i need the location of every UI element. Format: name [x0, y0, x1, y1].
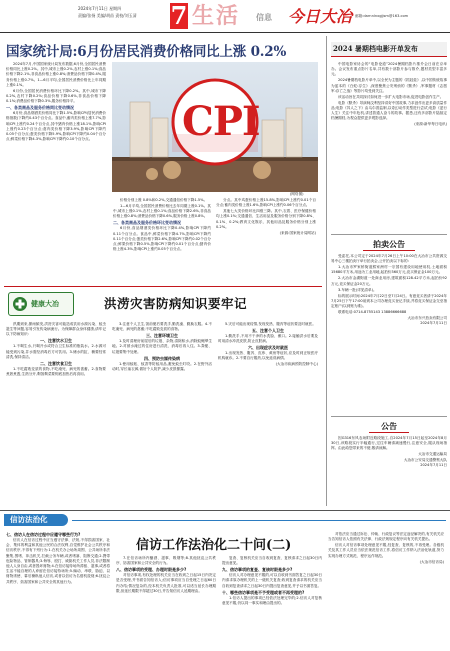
- disaster-col-2: [112, 322, 212, 373]
- paper-logo: 今日大冶: [288, 7, 353, 26]
- cpi-col-2: [113, 198, 211, 253]
- cpi-para: 6月份,食品烟酒类价格环比下降0.4%,影响CPI下降约0.11个百分点。食品中,鲜菜价格下降4.7%,影响CPI下降约0.11个百分点;蛋类价格下降2.6%,影响CPI下降约0.02个百分点;鲜果价格下降0.5%,影响CPI下降约0.01个百分点;猪肉价格上涨4.3%,影响CPI上涨约0.05个百分点。: [113, 226, 211, 252]
- movie-title: 2024 暑期档电影开单发布: [333, 44, 418, 53]
- law-tag: [4, 514, 68, 526]
- movie-para: 电影《默杀》导演柯汶利坚持讲好中国故事,力求创作出更多高质量作品;电影《异人之下》由乌尔善监制,以奇幻动作类型进行尝试;电影《逆行人生》关注中年危机,讲述普通人奋斗的故事。据悉,还有多部影片陆续定档暑期档,为观众提供更多观影选择。: [331, 100, 447, 121]
- cpi-para: 6月份,食品烟酒类价格同比下降1.5%,影响CPI(居民消费价格指数)下降约0.43个百分点。食品中,畜肉类价格上涨7.7%,影响CPI上涨约0.24个百分点,其中猪肉价格上涨18.1%,影响CPI上涨约0.23个百分点;禽肉类价格下降3.9%,影响CPI下降约0.05个百分点;蛋类价格下降5.9%,影响CPI下降约0.04个百分点;鲜菜价格下降4.3%,影响CPI下降约0.10个百分点。: [6, 111, 106, 142]
- disaster-para: 1.出现发热、腹泻、皮疹、黄疸等症状,应及时到正规医疗机构就诊。2.不要自行服药,以免延误病情。: [218, 351, 318, 361]
- disaster-subhead: 五、注意个人卫生: [252, 328, 284, 333]
- cpi-para: 6月份,全国居民消费价格环比下降0.2%。其中,城市下降0.2%,农村下降0.2%;食品价格下降0.6%,非食品价格下降0.1%;消费品价格下降0.3%,服务价格持平。: [6, 88, 106, 104]
- law-para: 对依法应当通过诉讼、仲裁、行政复议等法定途径解决的,有关机关应当告知信访人依照有关法律、行政法规规定程序向有关机关提出。: [328, 532, 444, 542]
- cpi-image-credit: (网络图): [290, 192, 304, 196]
- disaster-subhead: 四、预防虫媒传染病: [144, 355, 180, 361]
- disaster-para: 3.注意个人卫生,饭前便后要洗手,勤洗澡、勤换衣服。4.不吃淹死、病死的禽畜;不吃腐败变质的食物。: [112, 322, 212, 332]
- law-col-4: [328, 532, 444, 565]
- law-question: 十、哪些信访事项是不予受理或者不再受理的?: [222, 589, 305, 595]
- notice-org-2: 大冶市公安局交通警察大队: [403, 457, 447, 462]
- law-para: 信访人在信访过程中应当遵守法律、法规,不得损害国家、社会、集体的利益和其他公民的合法权利,自觉维护社会公共秩序和信访秩序,不得有下列行为:1.在机关办公场所周围、公共场所非法聚集,围堵、冲击机关,拦截公务车辆,或者堵塞、阻断交通;2.携带危险物品、管制器具;3.侮辱、殴打、威胁机关工作人员,非法限制他人人身自由,或者毁坏财物;4.在信访接待场所滞留、滋事,或者将生活不能自理的人弃留在信访接待场所;5.煽动、串联、胁迫、以财物诱使、幕后操纵他人信访,或者以信访为名借机敛财;6.扰乱公共秩序、妨害国家和公共安全的其他行为。: [6, 538, 110, 584]
- auction-para: 受委托,本公司定于2024年7月26日上午10:00在大冶市公共资源交易中心三楼拍卖厅举行拍卖会,公开拍卖以下标的:: [331, 254, 447, 264]
- notice-body: [331, 436, 447, 468]
- disaster-para: 1.使用蚊帐、蚊香等防蚊用品,避免蚊虫叮咬。2.在野外活动时,穿长袖衣裤,做好个人防护,减少皮肤暴露。: [112, 361, 212, 371]
- disaster-col-1: [6, 322, 106, 378]
- disaster-col-3: [218, 322, 318, 368]
- auction-title: 拍卖公告: [363, 239, 415, 251]
- law-top-rule: [0, 510, 450, 511]
- right-column: [326, 36, 447, 506]
- law-title: 信访工作法治化二十问(二): [136, 538, 292, 553]
- cpi-subhead: 二、各类商品及服务价格环比变动情况: [113, 220, 181, 226]
- disaster-para: 1.不喝生水,只喝开水或符合卫生标准的瓶装水。2.水源可能受到污染,井水需经消毒后方可饮用。3.储水的缸、桶要经常清洗,保持清洁。: [6, 344, 106, 359]
- cpi-subhead: 一、各类商品及服务价格同比变动情况: [6, 105, 74, 111]
- disaster-para: 5.灾后可能出现疫情,发现发热、腹泻等症状要及时就医。: [225, 322, 316, 326]
- masthead-rule: [0, 32, 450, 33]
- cpi-para: 2024年7月,中国国家统计局发布数据,6月份,全国居民消费价格同比上涨0.2%。其中,城市上涨0.2%,农村上涨0.1%;食品价格下降2.1%,非食品价格上涨0.8%;消费品价格下降0.4%,服务价格上涨0.7%。1—6月平均,全国居民消费价格比上年同期上涨0.1%。: [6, 62, 106, 87]
- auction-para: 联系电话:0714-8755143 13886666688: [338, 310, 407, 315]
- law-para: 1.信访人提出的事项已经依法处理完毕的;2.信访人对复核意见不服,仍以同一事实和理由提出的。: [222, 595, 322, 605]
- auction-para: 1.大冶市罗家桥街道熊家洲村一宗国有建设用地使用权,土地面积15680平方米,用途为工业用地,起拍价360万元,竞买保证金100万元。: [331, 265, 447, 275]
- cpi-para: 1—6月平均,全国居民消费价格比去年同期上涨0.1%。其中,城市上涨0.1%,农村上涨0.1%;食品价格下降2.6%,非食品价格上涨0.8%;消费品价格下降0.6%,服务价格上涨0.8%。: [113, 204, 211, 219]
- disaster-subhead: 六、出现症状及时就医: [248, 345, 288, 351]
- cpi-source: (来源:国家统计局网站): [279, 230, 316, 235]
- cpi-para: 价格分别上涨 0.8%和0.2%,交通通信价格下降1.5%。: [120, 198, 208, 202]
- disaster-subhead: 一、注意饮水卫生: [40, 338, 72, 344]
- movie-body: [331, 62, 447, 128]
- disaster-para: 1.及时清理房前屋后的垃圾、杂物,清除积水,消除蚊蝇孳生地。2.对被水淹过的住房进行清洗、消毒后再入住。3.粪便、垃圾要集中处理。: [112, 339, 212, 354]
- masthead-editors: 责编/张扬 美编/胡苗 责校/刘玉清: [78, 13, 137, 18]
- disaster-subhead: 二、注意饮食卫生: [40, 360, 72, 366]
- movie-title-bar: [331, 42, 447, 57]
- disaster-title: 洪涝灾害防病知识要牢记: [104, 296, 248, 311]
- law-para: 7.在信访场所内酗酒、滋事、吸烟等;8.其他扰乱公共秩序、妨害国家和公共安全的行为。: [116, 556, 216, 566]
- masthead-date: 2024年7月11日 星期四: [78, 6, 122, 11]
- notice-org-1: 大冶市交通运输局: [418, 452, 447, 457]
- notice-date: 2024年7月11日: [420, 462, 447, 467]
- cpi-para: 其他七大类价格环比四涨三降。其中,衣着、医疗保健价格均上涨0.1%;交通通信、生活用品及服务价格分别下降0.8%、0.1%、0.2%;教育文化娱乐、其他用品及服务价格分别上涨0.2%。: [216, 209, 316, 229]
- page-number: 7: [170, 1, 188, 30]
- disaster-subhead: 三、注意环境卫生: [146, 333, 178, 339]
- movie-para: 中国电影家协会的“电影论道”2024暑期档影片推介会日前在京举办。会议发布重点影片名单,共有数十部影片参与推介,题材类型丰富多元。: [331, 62, 447, 77]
- law-col-2: [116, 556, 216, 595]
- notice-para: 因G316东风农场附近路段施工,自2024年7月15日起至2024年8月30日,该路段实行半幅通行,过往车辆请减速慢行,注意安全,服从现场指挥。由此给您带来的不便,敬请谅解。: [331, 436, 447, 451]
- disaster-source: (大冶市疾病预防控制中心): [275, 362, 318, 367]
- cpi-col-3: [216, 198, 316, 236]
- disaster-para: 1.勤洗手,不用不干净的水洗脸、漱口。2.接触洪水后要及时用清水冲洗皮肤,防止皮肤病。: [218, 334, 318, 344]
- law-col-1: [6, 532, 110, 586]
- auction-section: [331, 234, 447, 326]
- disaster-top-rule: [4, 286, 322, 287]
- auction-company: 大冶市东兴拍卖有限公司: [407, 316, 447, 321]
- auction-date: 2024年7月11日: [420, 321, 447, 326]
- cpi-headline: 国家统计局:6月份居民消费价格同比上涨 0.2%: [6, 44, 287, 60]
- movie-para: 该活动旨在共同探讨如何进一步扩大电影市场,促进电影创作生产。: [338, 94, 444, 99]
- masthead: [0, 0, 450, 38]
- cpi-image-label: CPI: [182, 98, 260, 145]
- movie-para: 2024暑期档电影片单中,以全民为主题的《抓娃娃》,以中国传统故事为蓝本的《白蛇:浮生》,深度聚焦公安刑侦的《默杀》,军事题材《志愿军:存亡之战》等影片均受到关注。: [331, 78, 447, 93]
- law-col-3: [222, 556, 322, 607]
- law-tag-text: 信访法治化: [10, 515, 48, 524]
- law-question: 八、信访事项的受理、办理时限是多少?: [116, 567, 187, 573]
- law-para: 复查、复核机关应当自收到复查、复核请求之日起30日内提出意见。: [222, 556, 322, 566]
- auction-para: 2.大冶市金湖街道一处商业用房,建筑面积128.42平方米,起拍价92万元,竞买保证金20万元。: [331, 276, 447, 286]
- cpi-col-1: [6, 62, 106, 143]
- auction-para: 3.车辆一批(详见清单)。: [338, 287, 377, 292]
- law-para: 对信访事项,有权处理的机关应当在收到之日起15日内决定是否受理,并书面告知信访人;信访事项应当自受理之日起60日内办结;情况复杂的,经本机关负责人批准,可以适当延长办理期限,但延长期限不得超过30日,并告知信访人延期理由。: [116, 573, 216, 593]
- auction-body: [331, 254, 447, 326]
- disaster-logo: [8, 292, 74, 316]
- movie-source: (来源:新华每日电讯): [414, 122, 447, 127]
- section-subtitle: 信息: [256, 12, 272, 22]
- law-title-rule: [72, 520, 446, 521]
- law-question: 七、信访人在信访过程中应遵守哪些行为?: [6, 532, 81, 537]
- law-source: (大冶市信访局): [419, 559, 444, 564]
- section-title: 生活: [192, 3, 241, 29]
- health-logo-icon: [12, 296, 28, 312]
- disaster-para: 1.不吃腐败变质的食物,不吃淹死、病死的禽畜。2.食物要煮熟煮透,生熟分开,剩饭剩菜要彻底加热后再食用。: [6, 366, 106, 377]
- masthead-email: 邮箱:darnnlnxgjjsm@163.com: [355, 14, 409, 18]
- cpi-image: [112, 62, 318, 192]
- law-para: 信访人对信访事项处理意见不服,经复查、复核的,不再受理。各级机关及其工作人员应当依法规范信访工作,将信访工作纳入法治化轨道,努力实现办理方式规范、程序运作规范。: [328, 543, 444, 558]
- disaster-para: 汛期到来,暴雨频发,洪涝灾害可能造成饮用水源污染、蚊虫滋生等问题,容易引发传染病流行。为保障群众身体健康,请牢记以下防病知识:: [6, 322, 106, 337]
- disaster-logo-text: 健康大冶: [31, 300, 59, 308]
- cpi-para: 分点。其中鸡蛋价格上涨15.8%,影响CPI上涨约0.01个百分点;畜肉类价格上涨1.6%,影响CPI上涨约0.06个百分点。: [216, 198, 316, 208]
- auction-para: 标的展示时间:2024年7月22日至7月24日。有意竞买者请于2024年7月25日下午17:00前到本公司办理竞买登记手续,并将竞买保证金交至指定账户(以到账为准)。: [331, 293, 447, 309]
- notice-section: [331, 416, 447, 468]
- law-question: 九、信访事项的复查、复核时限是多少?: [222, 567, 293, 573]
- notice-title: 公告: [369, 421, 409, 433]
- law-para: 信访人对办理意见不服的,可以自收到书面答复之日起30日内请求原办理机关的上一级机关复查;收到复查请求的机关应当自收到复查请求之日起30日内提出复查意见,并予以书面答复。: [222, 573, 322, 588]
